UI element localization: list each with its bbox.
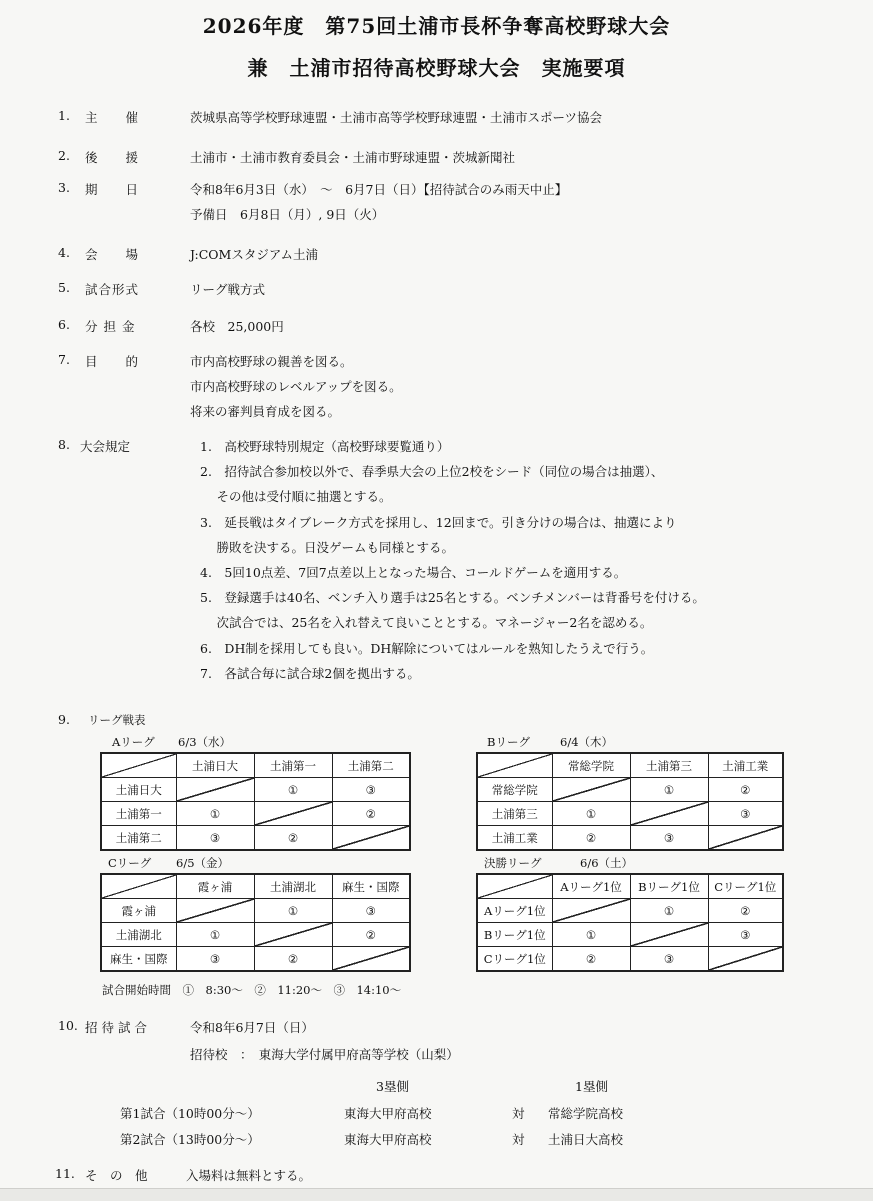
- item-label: 後 援: [85, 150, 140, 165]
- team-row-header: 土浦湖北: [101, 923, 176, 947]
- team-row-header: 土浦工業: [477, 826, 552, 851]
- match-cell: ②: [254, 947, 332, 972]
- league-label: リーグ戦表: [88, 713, 146, 727]
- away-team: 常総学院高校: [548, 1106, 624, 1121]
- team-row-header: 土浦第二: [101, 826, 176, 851]
- match-cell: ②: [552, 826, 630, 851]
- item-text: 茨城県高等学校野球連盟・土浦市高等学校野球連盟・土浦市スポーツ協会: [190, 110, 603, 125]
- item-number: 5.: [58, 280, 70, 295]
- table-corner: [477, 753, 552, 778]
- team-row-header: Bリーグ1位: [477, 923, 552, 947]
- league-name: Bリーグ: [487, 735, 530, 749]
- item-number: 2.: [58, 148, 70, 163]
- team-row-header: 霞ヶ浦: [101, 899, 176, 923]
- rule-line: 2. 招待試合参加校以外で、春季県大会の上位2校をシード（同位の場合は抽選）、: [200, 464, 664, 480]
- item-label: 分 担 金: [85, 319, 136, 334]
- first-base-side: 1塁側: [575, 1079, 608, 1094]
- other-text: 入場料は無料とする。: [186, 1168, 312, 1183]
- team-column-header: 土浦日大: [176, 753, 254, 778]
- item-text: 令和8年6月3日（水） ～ 6月7日（日）【招待試合のみ雨天中止】: [190, 182, 568, 197]
- page-bottom-edge: [0, 1188, 873, 1201]
- match-cell: ①: [254, 899, 332, 923]
- diagonal-cell: [176, 778, 254, 802]
- item-text: 市内高校野球の親善を図る。: [190, 354, 353, 369]
- diagonal-cell: [552, 899, 630, 923]
- diagonal-cell: [552, 778, 630, 802]
- invitation-date: 令和8年6月7日（日）: [190, 1020, 314, 1035]
- home-team: 東海大甲府高校: [344, 1132, 432, 1147]
- versus-text: 対: [512, 1106, 525, 1121]
- team-row-header: 常総学院: [477, 778, 552, 802]
- item-number: 1.: [58, 108, 70, 123]
- team-column-header: 麻生・国際: [332, 874, 410, 899]
- team-column-header: 常総学院: [552, 753, 630, 778]
- match-cell: ①: [630, 778, 708, 802]
- league-table: [100, 752, 411, 851]
- invitation-number: 10.: [58, 1018, 78, 1033]
- league-name: Aリーグ: [112, 735, 155, 749]
- diagonal-cell: [708, 826, 783, 851]
- item-text: 土浦市・土浦市教育委員会・土浦市野球連盟・茨城新聞社: [190, 150, 516, 165]
- match-cell: ③: [630, 947, 708, 972]
- match-cell: ①: [176, 802, 254, 826]
- page-subtitle: 兼 土浦市招待高校野球大会 実施要項: [247, 56, 626, 80]
- versus-text: 対: [512, 1132, 525, 1147]
- team-column-header: 土浦第二: [332, 753, 410, 778]
- match-cell: ③: [630, 826, 708, 851]
- match-cell: ①: [630, 899, 708, 923]
- item-label: 目 的: [85, 354, 140, 369]
- item-number: 3.: [58, 180, 70, 195]
- table-corner: [101, 753, 176, 778]
- team-row-header: Aリーグ1位: [477, 899, 552, 923]
- team-column-header: 土浦湖北: [254, 874, 332, 899]
- rule-line: その他は受付順に抽選とする。: [200, 489, 392, 505]
- table-corner: [477, 874, 552, 899]
- diagonal-cell: [254, 802, 332, 826]
- league-date: 6/4（木）: [560, 735, 614, 749]
- league-number: 9.: [58, 712, 70, 727]
- team-column-header: 土浦第三: [630, 753, 708, 778]
- match-cell: ①: [552, 923, 630, 947]
- team-row-header: Cリーグ1位: [477, 947, 552, 972]
- rule-line: 5. 登録選手は40名、ベンチ入り選手は25名とする。ベンチメンバーは背番号を付ける。: [200, 590, 705, 606]
- match-cell: ②: [708, 778, 783, 802]
- league-name: Cリーグ: [108, 856, 152, 870]
- league-table: [100, 873, 411, 972]
- match-cell: ③: [708, 923, 783, 947]
- invitation-label: 招 待 試 合: [85, 1020, 147, 1035]
- rule-line: 勝敗を決する。日没ゲームも同様とする。: [200, 539, 454, 555]
- item-number: 7.: [58, 352, 70, 367]
- home-team: 東海大甲府高校: [344, 1106, 432, 1121]
- item-text: 予備日 6月8日（月）, 9日（火）: [190, 207, 385, 222]
- diagonal-cell: [630, 802, 708, 826]
- invitation-school: 招待校 ： 東海大学付属甲府高等学校（山梨）: [190, 1047, 459, 1062]
- team-row-header: 土浦第一: [101, 802, 176, 826]
- league-date: 6/6（土）: [580, 856, 634, 870]
- item-text: 将来の審判員育成を図る。: [190, 404, 341, 419]
- item-label: 会 場: [85, 247, 140, 262]
- match-cell: ②: [552, 947, 630, 972]
- rule-line: 6. DH制を採用しても良い。DH解除についてはルールを熟知したうえで行う。: [200, 640, 654, 656]
- match-cell: ③: [332, 899, 410, 923]
- match-cell: ②: [708, 899, 783, 923]
- start-times: 試合開始時間 ① 8:30～ ② 11:20～ ③ 14:10～: [102, 983, 402, 997]
- team-row-header: 麻生・国際: [101, 947, 176, 972]
- table-corner: [101, 874, 176, 899]
- rule-line: 4. 5回10点差、7回7点差以上となった場合、コールドゲームを適用する。: [200, 565, 627, 580]
- match-cell: ②: [332, 802, 410, 826]
- team-column-header: Cリーグ1位: [708, 874, 783, 899]
- item-number: 6.: [58, 317, 70, 332]
- item-text: J:COMスタジアム土浦: [190, 247, 318, 262]
- page-title: 2026年度 第75回土浦市長杯争奪高校野球大会: [202, 14, 671, 38]
- team-column-header: 霞ヶ浦: [176, 874, 254, 899]
- item-label: 期 日: [85, 182, 140, 197]
- league-table: [476, 873, 784, 972]
- game-label: 第2試合（13時00分～）: [120, 1132, 260, 1147]
- rule-line: 1. 高校野球特別規定（高校野球要覧通り）: [200, 439, 450, 454]
- match-cell: ②: [254, 826, 332, 851]
- diagonal-cell: [254, 923, 332, 947]
- away-team: 土浦日大高校: [548, 1132, 624, 1147]
- game-label: 第1試合（10時00分～）: [120, 1106, 260, 1121]
- match-cell: ①: [552, 802, 630, 826]
- match-cell: ③: [176, 947, 254, 972]
- rules-label: 大会規定: [80, 439, 131, 454]
- team-row-header: 土浦第三: [477, 802, 552, 826]
- league-table: [476, 752, 784, 851]
- match-cell: ①: [254, 778, 332, 802]
- item-number: 4.: [58, 245, 70, 260]
- item-text: 市内高校野球のレベルアップを図る。: [190, 379, 402, 394]
- item-text: 各校 25,000円: [190, 319, 284, 334]
- diagonal-cell: [332, 947, 410, 972]
- third-base-side: 3塁側: [376, 1079, 409, 1094]
- rule-line: 次試合では、25名を入れ替えて良いこととする。マネージャー2名を認める。: [200, 615, 653, 631]
- team-column-header: Bリーグ1位: [630, 874, 708, 899]
- rule-line: 7. 各試合毎に試合球2個を拠出する。: [200, 665, 420, 681]
- item-text: リーグ戦方式: [190, 282, 266, 297]
- team-column-header: Aリーグ1位: [552, 874, 630, 899]
- match-cell: ②: [332, 923, 410, 947]
- team-column-header: 土浦第一: [254, 753, 332, 778]
- match-cell: ③: [332, 778, 410, 802]
- item-label: 試合形式: [85, 282, 140, 297]
- match-cell: ③: [176, 826, 254, 851]
- match-cell: ③: [708, 802, 783, 826]
- league-name: 決勝リーグ: [484, 856, 542, 870]
- team-row-header: 土浦日大: [101, 778, 176, 802]
- other-number: 11.: [55, 1166, 75, 1181]
- league-date: 6/3（水）: [178, 735, 232, 749]
- other-label: そ の 他: [85, 1168, 148, 1183]
- diagonal-cell: [630, 923, 708, 947]
- diagonal-cell: [176, 899, 254, 923]
- match-cell: ①: [176, 923, 254, 947]
- diagonal-cell: [332, 826, 410, 851]
- diagonal-cell: [708, 947, 783, 972]
- league-date: 6/5（金）: [176, 856, 230, 870]
- rules-number: 8.: [58, 437, 70, 452]
- team-column-header: 土浦工業: [708, 753, 783, 778]
- item-label: 主 催: [85, 110, 140, 125]
- rule-line: 3. 延長戦はタイブレーク方式を採用し、12回まで。引き分けの場合は、抽選により: [200, 514, 677, 530]
